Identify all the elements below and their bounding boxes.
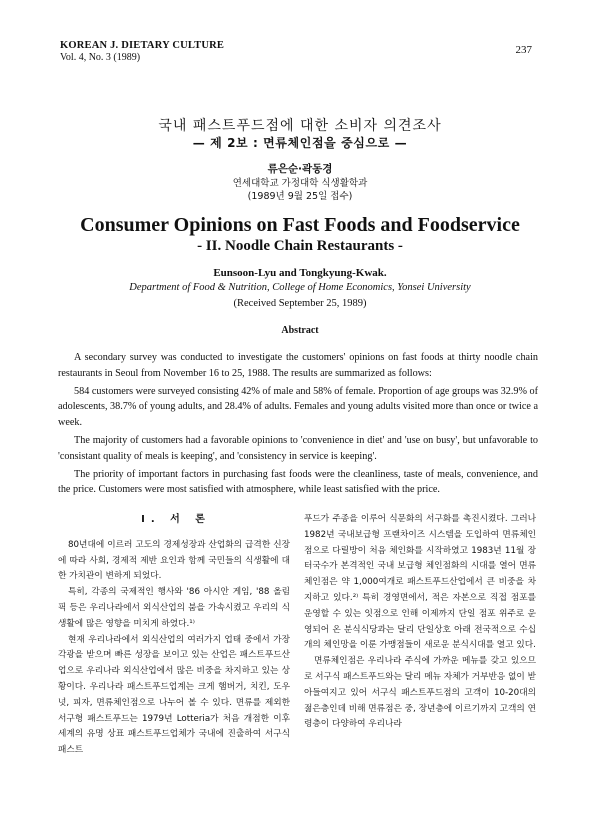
- abstract-paragraph: The majority of customers had a favorable opinions to 'convenience in diet' and 'use on busy', but unfavorable to 'consistant quality of meals is keeping', and 'consistency in service is keeping'.: [58, 434, 538, 462]
- english-subtitle: - II. Noodle Chain Restaurants -: [197, 238, 403, 254]
- english-title: Consumer Opinions on Fast Foods and Foodservice: [80, 214, 520, 236]
- abstract-paragraph: A secondary survey was conducted to investigate the customers' opinions on fast foods at thirty noodle chain restaurants in Seoul from November 16 to 25, 1988. The results are summarized as follows:: [58, 352, 538, 379]
- english-received-date: (Received September 25, 1989): [233, 298, 367, 309]
- korean-received-date: (1989년 9월 25일 접수): [247, 191, 353, 202]
- korean-subtitle: — 제 2보 : 면류체인점을 중심으로 —: [192, 136, 408, 150]
- abstract-paragraph: 584 customers were surveyed consisting 42% of male and 58% of female. Proportion of age groups was 32.9% of adolescents, 38.7% of young adults, and 28.4% of adults. Females and young adults visited more than once or twice a week.: [58, 385, 538, 428]
- abstract-heading: Abstract: [281, 325, 319, 336]
- body-column-left: [58, 512, 290, 759]
- abstract-paragraph: The priority of important factors in purchasing fast foods were the cleanliness, taste of meals, convenience, and the price. Customers were most satisfied with atmosphere, while least satisfied with the price.: [58, 468, 538, 496]
- body-paragraph: 현재 우리나라에서 외식산업의 여러가지 업태 중에서 가장 각광을 받으며 빠른 성장을 보이고 있는 산업은 패스트푸드산업으로 우리나라 외식산업에서 많은 비중을 차지하고 있는 상황이다. 우리나라 패스트푸드업계는 크게 햄버거, 치킨, 도우넛, 피자, 면류체인점으로 나누어 볼 수 있다. 면류를 제외한 서구형 패스트푸드는 1979년 Lotteria가 처음 개점한 이후 세계의 유명 상표 패스트푸드업체가 국내에 진출하여 서구식 패스트: [58, 634, 290, 756]
- body-paragraph: 80년대에 이르러 고도의 경제성장과 산업화의 급격한 신장에 따라 사회, 경제적 제반 요인과 함께 국민들의 식생활에 대한 가치관이 변하게 되었다.: [58, 539, 290, 582]
- abstract-body: [58, 350, 538, 500]
- english-authors: Eunsoon-Lyu and Tongkyung-Kwak.: [213, 267, 387, 279]
- journal-header: [60, 40, 224, 64]
- body-column-right: [304, 512, 536, 733]
- korean-authors: 류은순·곽동경: [267, 163, 333, 175]
- english-affiliation: Department of Food & Nutrition, College of Home Economics, Yonsei University: [129, 282, 471, 293]
- body-paragraph: 면류체인점은 우리나라 주식에 가까운 메뉴를 갖고 있으므로 서구식 패스트푸드와는 달리 메뉴 자체가 거부반응 없이 받아들여지고 있어 서구식 패스트푸드점의 고객이 10-20대의 젊은층인데 비해 면류점은 중, 장년층에 이르기까지 고객의 연령층이 다양하여 우리나라: [304, 656, 536, 730]
- journal-name: KOREAN J. DIETARY CULTURE: [60, 40, 225, 51]
- section-heading: I. 서 론: [141, 514, 211, 525]
- body-paragraph: 특히, 각종의 국제적인 행사와 '86 아시안 게임, '88 올림픽 등은 우리나라에서 외식산업의 붐을 가속시켰고 우리의 식생활에 많은 영향을 미치게 하였다.¹⁾: [58, 587, 290, 629]
- korean-title: 국내 패스트푸드점에 대한 소비자 의견조사: [158, 118, 442, 134]
- korean-affiliation-block: [0, 177, 600, 203]
- journal-volume: Vol. 4, No. 3 (1989): [60, 52, 141, 63]
- page-number: 237: [515, 44, 532, 56]
- body-paragraph-continued: 푸드가 주종을 이루어 식문화의 서구화를 촉진시켰다. 그러나 1982년 국내보급형 프랜차이즈 시스템을 도입하여 면류체인점으로 다릴방이 처음 체인화를 시작하였고 1983년 11월 장터국수가 본격적인 국내 보급형 체인점화의 시대를 열어 면류체인점은 약 1,000여개로 패스트푸드산업에서 큰 비중을 차지하고 있다.²⁾ 특히 경영면에서, 적은 자본으로 직접 점포를 운영할 수 있는 잇점으로 인해 이제까지 단일 점포 위주로 운영되어 온 분식식당과는 달리 단일상호 아래 전국적으로 수십개의 체인망을 이룬 가맹점들이 새로운 분식시대를 열고 있다.: [304, 514, 536, 651]
- korean-affiliation: 연세대학교 가정대학 식생활학과: [232, 178, 368, 189]
